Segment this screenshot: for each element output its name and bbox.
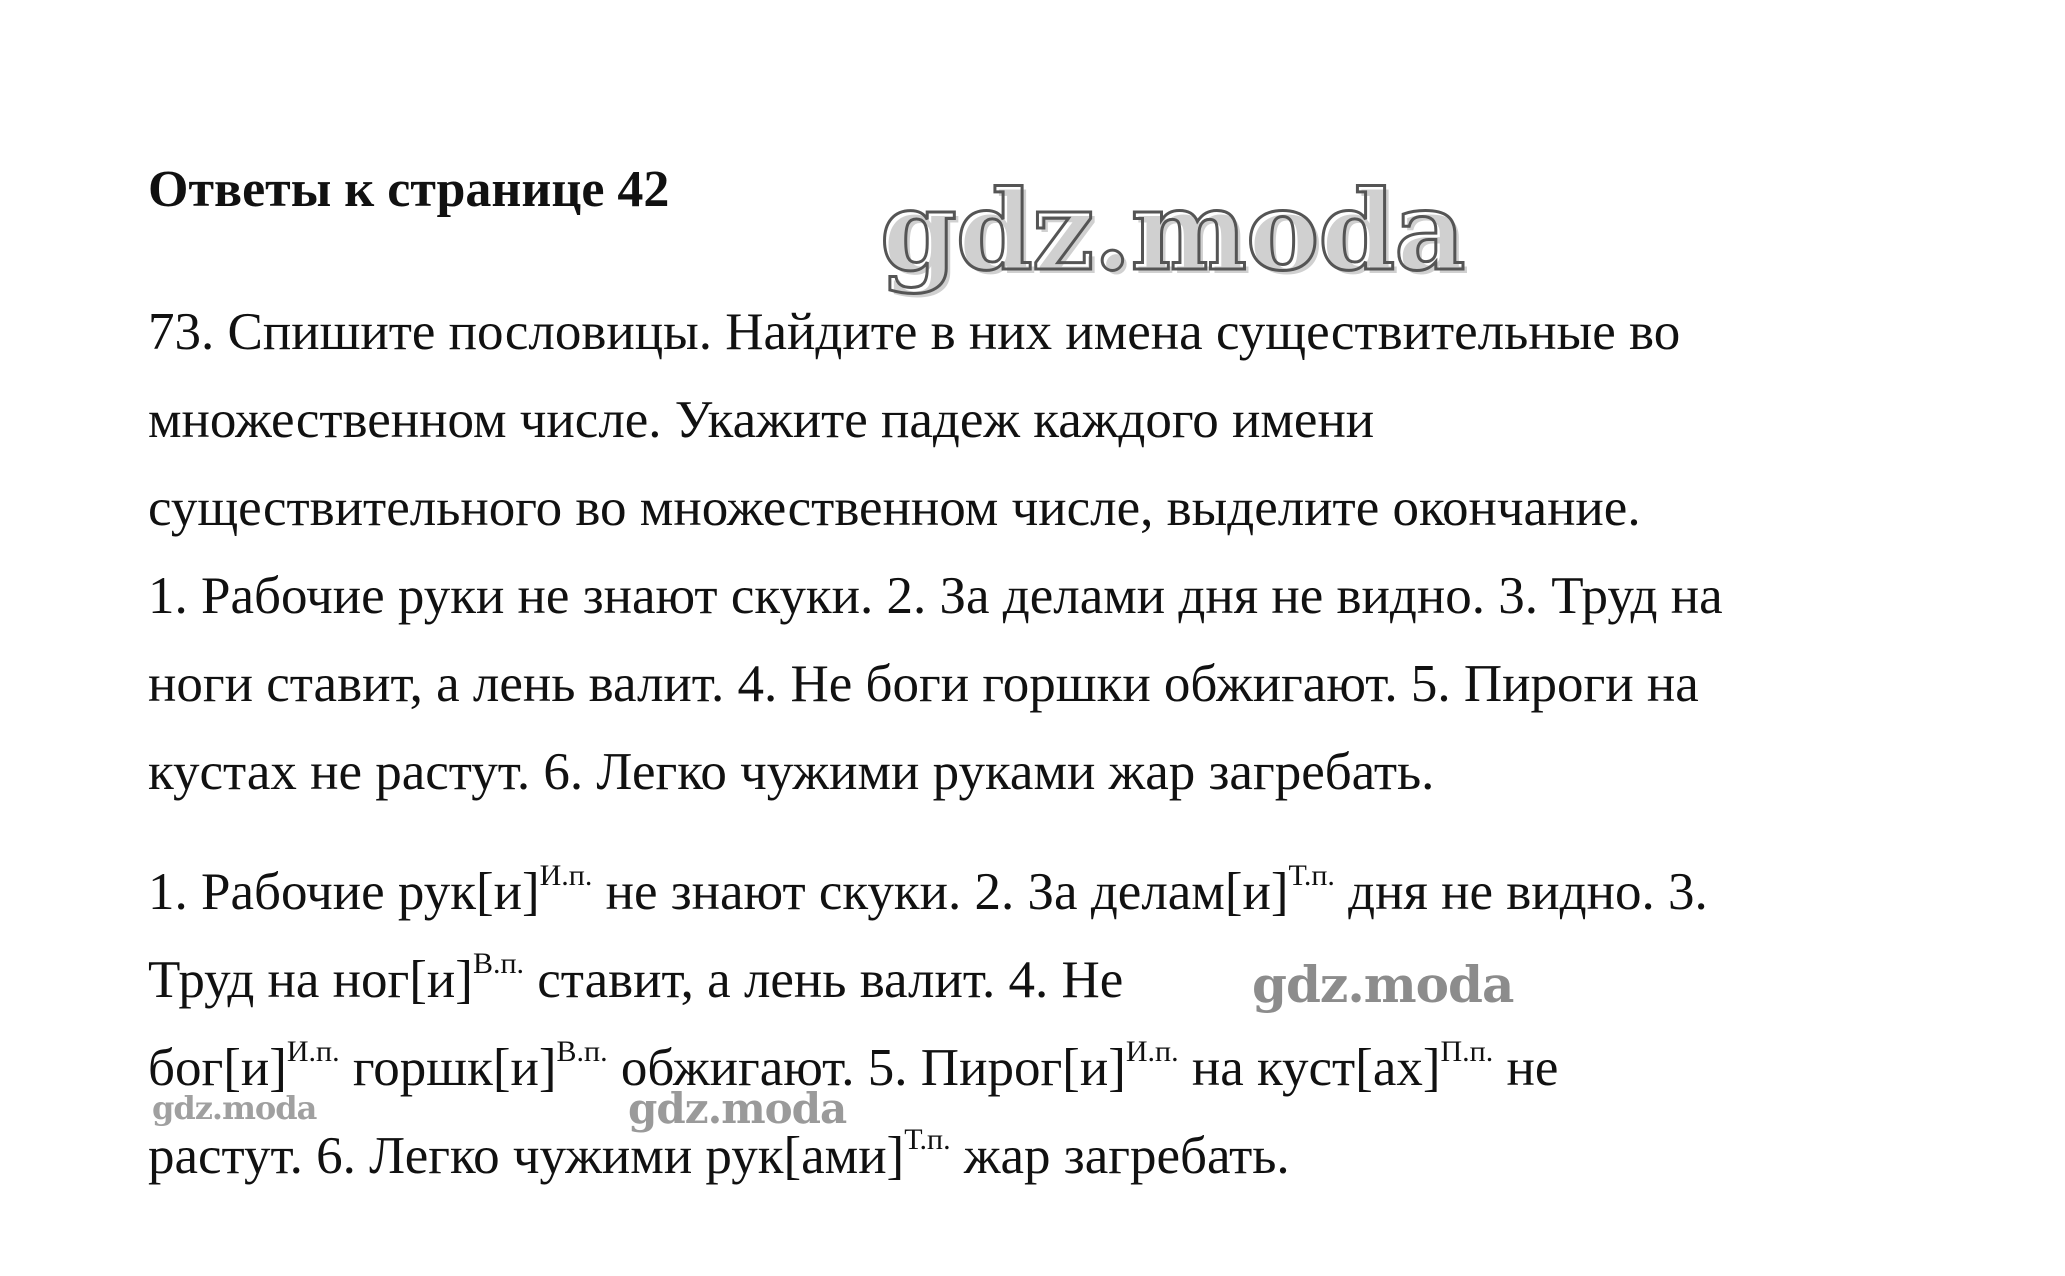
answer-text: Труд на ног[и]: [148, 951, 473, 1009]
answer-text: бог[и]: [148, 1039, 287, 1097]
answer-line-3: [148, 1035, 1559, 1097]
answer-text: не знают скуки. 2. За делам[и]: [592, 863, 1289, 921]
task-line-3: существительного во множественном числе, выделите окончание.: [148, 479, 1641, 537]
watermark-medium: gdz.moda: [1252, 955, 1514, 1014]
task-line-6: кустах не растут. 6. Легко чужими руками жар загребать.: [148, 743, 1435, 801]
case-label: И.п.: [286, 1035, 340, 1068]
answer-text: не: [1493, 1039, 1559, 1097]
case-label: Т.п.: [904, 1123, 951, 1156]
watermark-large: gdz.moda: [880, 166, 1465, 295]
case-label: В.п.: [472, 947, 525, 980]
answer-line-4: [148, 1123, 1290, 1185]
answer-line-1: [148, 859, 1708, 921]
answer-text: 1. Рабочие рук[и]: [148, 863, 540, 921]
answer-text: ставит, а лень валит. 4. Не: [524, 951, 1124, 1009]
case-label: В.п.: [556, 1035, 608, 1068]
watermark-small-mid: gdz.moda: [628, 1084, 847, 1133]
answer-text: жар загребать.: [950, 1127, 1290, 1185]
answer-text: на куст[ах]: [1178, 1039, 1441, 1097]
case-label: Т.п.: [1288, 859, 1335, 892]
case-label: И.п.: [539, 859, 593, 892]
answer-text: дня не видно. 3.: [1334, 863, 1708, 921]
watermark-small-left: gdz.moda: [152, 1089, 317, 1127]
case-label: И.п.: [1125, 1035, 1179, 1068]
task-line-4: 1. Рабочие руки не знают скуки. 2. За делами дня не видно. 3. Труд на: [148, 567, 1723, 625]
case-label: П.п.: [1440, 1035, 1494, 1068]
answer-line-2: [148, 947, 1124, 1009]
task-line-5: ноги ставит, а лень валит. 4. Не боги горшки обжигают. 5. Пироги на: [148, 655, 1699, 713]
task-line-2: множественном числе. Укажите падеж каждого имени: [148, 391, 1375, 449]
task-line-1: 73. Спишите пословицы. Найдите в них имена существительные во: [148, 303, 1681, 361]
page-heading: Ответы к странице 42: [148, 161, 670, 218]
answer-text: горшк[и]: [339, 1039, 557, 1097]
answer-text: растут. 6. Легко чужими рук[ами]: [148, 1127, 905, 1185]
answer-text: обжигают. 5. Пирог[и]: [607, 1039, 1126, 1097]
